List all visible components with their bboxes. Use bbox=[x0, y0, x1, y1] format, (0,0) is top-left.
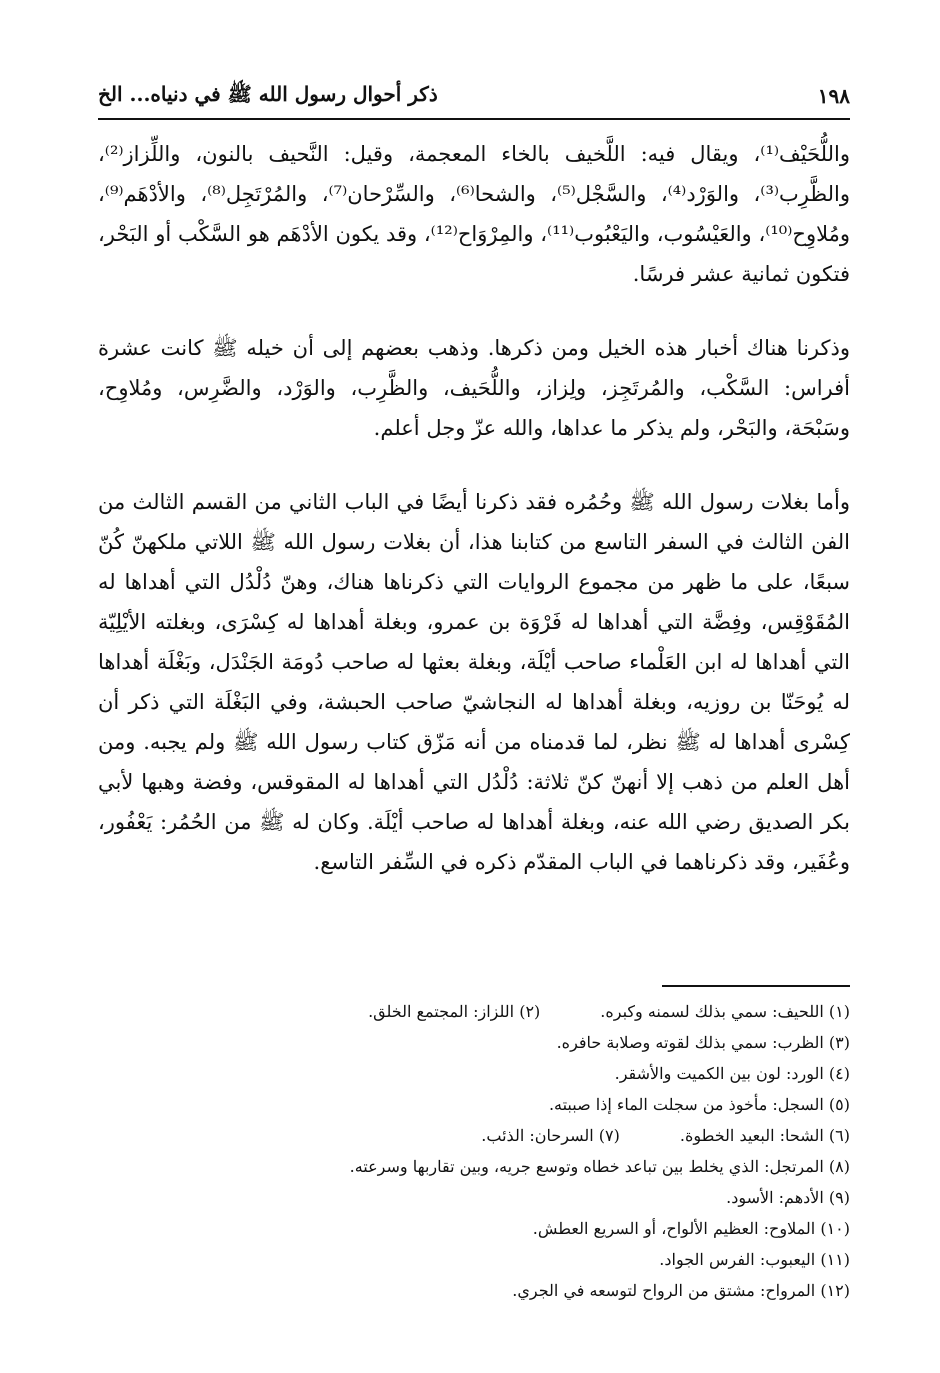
footnote-line bbox=[150, 1027, 850, 1058]
footnote: (٣) الظرب: سمي بذلك لقوته وصلابة حافره. bbox=[556, 1033, 850, 1052]
paragraph: وأما بغلات رسول الله ﷺ وحُمُره فقد ذكرنا أيضًا في الباب الثاني من القسم الثالث من الفن الثالث في السفر التاسع من كتابنا هذا، أن بغلات رسول الله ﷺ اللاتي ملكهنّ كُنّ سبعًا، على ما ظهر من مجموع الروايات التي ذكرناها هناك، وهنّ دُلْدُل التي أهداها له المُقَوْقِس، وفِضَّة التي أهداها له فَرْوَة بن عمرو، وبغلة أهداها له كِسْرَى، وبغلته الأيْلِيّة التي أهداها له ابن العَلْماء صاحب أيْلَة، وبغلة بعثها له صاحب دُومَة الجَنْدَل، وبَغْلَة أهداها له يُوحَنّا بن روزيه، وبغلة أهداها له النجاشيّ صاحب الحبشة، وفي البَغْلَة التي ذكر أن كِسْرى أهداها له ﷺ نظر، لما قدمناه من أنه مَزّق كتاب رسول الله ﷺ ولم يجبه. ومن أهل العلم من ذهب إلا أنهنّ كنّ ثلاثة: دُلْدُل التي أهداها له المقوقس، وفضة وهبها لأبي بكر الصديق رضي الله عنه، وبغلة أهداها له صاحب أيْلَة. وكان له ﷺ من الحُمُر: يَعْفُور، وعُفَير، وقد ذكرناهما في الباب المقدّم ذكره في السِّفر التاسع. bbox=[98, 490, 850, 874]
footnote: (٢) اللزاز: المجتمع الخلق. bbox=[368, 1002, 541, 1021]
main-text bbox=[98, 134, 850, 882]
footnote: (٨) المرتجل: الذي يخلط بين تباعد خطاه وتوسع جريه، وبين تقاربها وسرعته. bbox=[349, 1157, 850, 1176]
footnote: (١١) اليعبوب: الفرس الجواد. bbox=[659, 1250, 850, 1269]
footnotes bbox=[150, 996, 850, 1306]
paragraph: وذكرنا هناك أخبار هذه الخيل ومن ذكرها. وذهب بعضهم إلى أن خيله ﷺ كانت عشرة أفراس: السَّكْب، والمُرتَجِز، ولِزاز، واللُّحَيف، والظَّرِب، والوَرْد، والضَّرِس، ومُلاوِح، وسَبْحَة، والبَحْر، ولم يذكر ما عداها، والله عزّ وجل أعلم. bbox=[98, 336, 850, 440]
page-header bbox=[98, 78, 850, 114]
footnote: (١٢) المرواح: مشتق من الرواح لتوسعه في الجري. bbox=[512, 1281, 850, 1300]
footnote: (٥) السجل: مأخوذ من سجلت الماء إذا صببته. bbox=[548, 1095, 850, 1114]
footnote-line bbox=[150, 996, 850, 1027]
footnote-line bbox=[150, 1244, 850, 1275]
footnote-line bbox=[150, 1213, 850, 1244]
footnote: (٦) الشحا: البعيد الخطوة. bbox=[679, 1126, 850, 1145]
footnote: (١٠) الملاوح: العظيم الألواح، أو السريع العطش. bbox=[532, 1219, 850, 1238]
footnote: (٩) الأدهم: الأسود. bbox=[726, 1188, 850, 1207]
footnote-line bbox=[150, 1151, 850, 1182]
header-divider bbox=[98, 118, 850, 120]
footnote: (١) اللحيف: سمي بذلك لسمنه وكبره. bbox=[600, 1002, 850, 1021]
footnote-line bbox=[150, 1089, 850, 1120]
footnote: (٧) السرحان: الذئب. bbox=[481, 1126, 620, 1145]
page-number: ١٩٨ bbox=[817, 84, 850, 108]
footnote-line bbox=[150, 1275, 850, 1306]
running-title: ذكر أحوال رسول الله ﷺ في دنياه... الخ bbox=[98, 81, 438, 106]
footnote-line bbox=[150, 1120, 850, 1151]
paragraph: واللُّحَيْف⁽¹⁾، ويقال فيه: اللَّخيف بالخاء المعجمة، وقيل: النَّحيف بالنون، واللِّزاز⁽²⁾، والظَّرِب⁽³⁾، والوَرْد⁽⁴⁾، والسَّجْل⁽⁵⁾، والشحا⁽⁶⁾، والسِّرْحان⁽⁷⁾، والمُرْتَجِل⁽⁸⁾، والأدْهَم⁽⁹⁾، ومُلاوِح⁽¹⁰⁾، والعَيْسُوب، واليَعْبُوب⁽¹¹⁾، والمِرْوَاح⁽¹²⁾، وقد يكون الأدْهَم هو السَّكْب أو البَحْر، فتكون ثمانية عشر فرسًا. bbox=[98, 142, 851, 286]
footnote-line bbox=[150, 1182, 850, 1213]
footnote-divider bbox=[662, 985, 850, 987]
footnote-line bbox=[150, 1058, 850, 1089]
footnote: (٤) الورد: لون بين الكميت والأشقر. bbox=[614, 1064, 850, 1083]
